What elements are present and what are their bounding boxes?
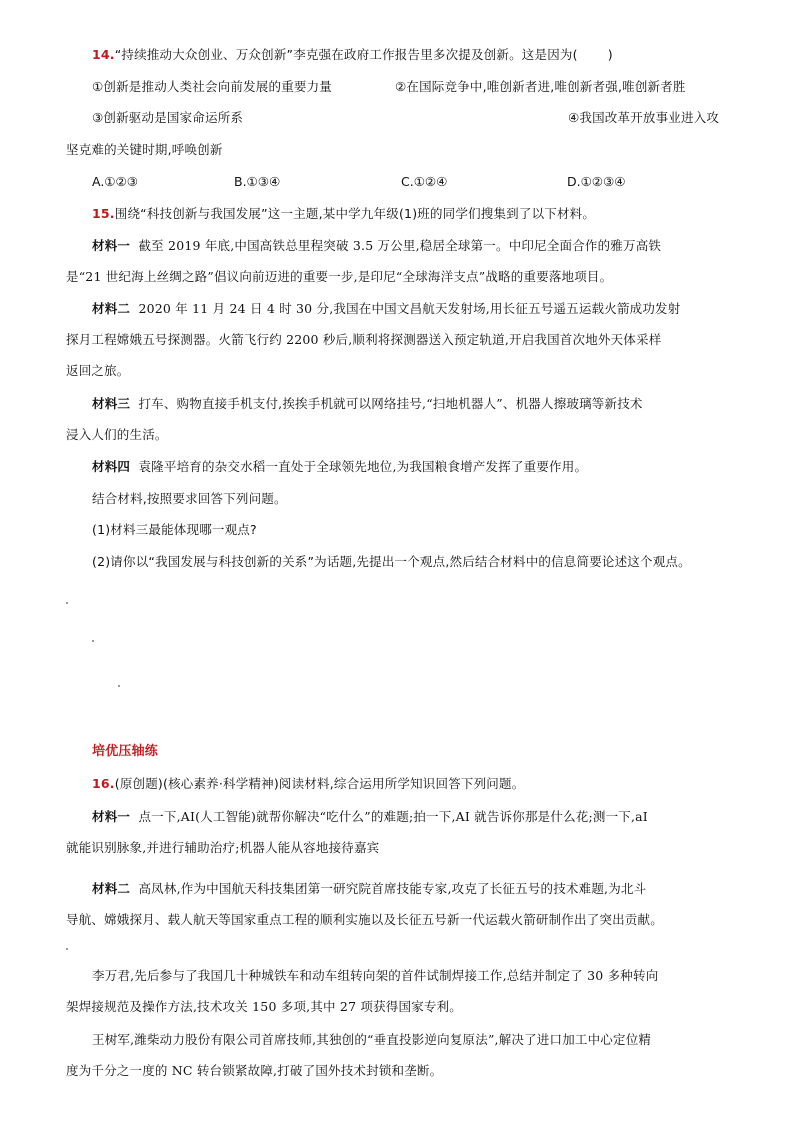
q15-material-4-label: 材料四 — [92, 459, 131, 474]
q15-instruction: 结合材料,按照要求回答下列问题。 — [92, 491, 287, 506]
q16-material-2-text: 高凤林,作为中国航天科技集团第一研究院首席技能专家,攻克了长征五号的技术难题,为北斗 — [138, 881, 647, 896]
q16-material-1-line-1 — [92, 808, 648, 826]
q16-paragraph-3-line-2: 度为千分之一度的 NC 转台锁紧故障,打破了国外技术封锁和垄断。 — [66, 1063, 443, 1078]
q15-material-1-line-2: 是“21 世纪海上丝绸之路”倡议向前迈进的重要一步,是印尼“全球海洋支点”战略的重要落地项目。 — [66, 269, 613, 284]
q15-material-2-line-2: 探月工程嫦娥五号探测器。火箭飞行约 2200 秒后,顺利将探测器送入预定轨道,开启我国首次地外天体采样 — [66, 332, 662, 347]
stray-mark — [66, 602, 68, 604]
q16-stem-text: (原创题)(核心素养·科学精神)阅读材料,综合运用所学知识回答下列问题。 — [114, 776, 525, 791]
q15-material-3-label: 材料三 — [92, 396, 131, 411]
q15-material-3-line-1 — [92, 395, 643, 413]
q16-material-2-line-2: 导航、嫦娥探月、载人航天等国家重点工程的顺利实施以及长征五号新一代运载火箭研制作出了突出贡献。 — [66, 912, 663, 927]
q14-item-1: ①创新是推动人类社会向前发展的重要力量 — [92, 79, 333, 94]
q14-item-4: ④我国改革开放事业进入攻 — [568, 110, 720, 125]
q14-stem-text: “持续推动大众创业、万众创新”李克强在政府工作报告里多次提及创新。这是因为( — [114, 47, 578, 62]
q15-material-1-line-1 — [92, 237, 661, 255]
stray-mark — [66, 948, 68, 950]
q16-material-2-line-1 — [92, 880, 646, 898]
q14-option-b[interactable]: B.①③④ — [234, 174, 281, 189]
q15-material-1-label: 材料一 — [92, 238, 131, 253]
q15-material-3-line-2: 浸入人们的生活。 — [66, 427, 168, 442]
q16-material-1-label: 材料一 — [92, 809, 131, 824]
stray-mark — [118, 685, 120, 687]
q15-material-4-text: 袁隆平培育的杂交水稻一直处于全球领先地位,为我国粮食增产发挥了重要作用。 — [138, 459, 588, 474]
q14-item-4-cont: 坚克难的关键时期,呼唤创新 — [66, 142, 223, 157]
q16-paragraph-2-line-2: 架焊接规范及操作方法,技术攻关 150 多项,其中 27 项获得国家专利。 — [66, 999, 463, 1014]
q15-material-3-text: 打车、购物直接手机支付,挨挨手机就可以网络挂号,“扫地机器人”、机器人擦玻璃等新技术 — [138, 396, 643, 411]
q16-material-2-label: 材料二 — [92, 881, 131, 896]
q14-stem-end: ) — [607, 47, 613, 62]
q15-material-2-label: 材料二 — [92, 301, 131, 316]
q15-sub-question-2: (2)请你以“我国发展与科技创新的关系”为话题,先提出一个观点,然后结合材料中的信息简要论述这个观点。 — [92, 554, 691, 569]
q14-item-3: ③创新驱动是国家命运所系 — [92, 110, 244, 125]
q15-material-4-line-1 — [92, 458, 587, 476]
q15-sub-question-1: (1)材料三最能体现哪一观点? — [92, 522, 257, 537]
q14-option-d[interactable]: D.①②③④ — [567, 174, 626, 189]
q16-material-1-line-2: 就能识别脉象,并进行辅助治疗;机器人能从容地接待嘉宾 — [66, 840, 380, 855]
q16-stem — [92, 775, 524, 793]
q15-stem-text: 围绕“科技创新与我国发展”这一主题,某中学九年级(1)班的同学们搜集到了以下材料。 — [114, 206, 596, 221]
q14-item-2: ②在国际竞争中,唯创新者进,唯创新者强,唯创新者胜 — [395, 79, 686, 94]
q15-material-1-text: 截至 2019 年底,中国高铁总里程突破 3.5 万公里,稳居全球第一。中印尼全面合作的雅万高铁 — [138, 238, 662, 253]
q14-option-c[interactable]: C.①②④ — [401, 174, 448, 189]
section-title: 培优压轴练 — [92, 744, 159, 759]
q15-stem — [92, 205, 595, 223]
q15-material-2-line-3: 返回之旅。 — [66, 363, 130, 378]
q14-number: 14. — [92, 47, 115, 62]
q16-material-1-text: 点一下,AI(人工智能)就帮你解决“吃什么”的难题;拍一下,AI 就告诉你那是什么花;测一下,aI — [138, 809, 648, 824]
q14-stem — [92, 46, 613, 64]
q16-number: 16. — [92, 776, 115, 791]
q16-paragraph-2-line-1: 李万君,先后参与了我国几十种城铁车和动车组转向架的首件试制焊接工作,总结并制定了 30 多种转向 — [92, 968, 659, 983]
q15-number: 15. — [92, 206, 115, 221]
q16-paragraph-3-line-1: 王树军,潍柴动力股份有限公司首席技师,其独创的“垂直投影逆向复原法”,解决了进口加工中心定位精 — [92, 1032, 652, 1047]
q15-material-2-line-1 — [92, 300, 680, 318]
q15-material-2-text: 2020 年 11 月 24 日 4 时 30 分,我国在中国文昌航天发射场,用长征五号遥五运载火箭成功发射 — [138, 301, 681, 316]
q14-option-a[interactable]: A.①②③ — [92, 174, 138, 189]
stray-mark — [92, 640, 94, 642]
